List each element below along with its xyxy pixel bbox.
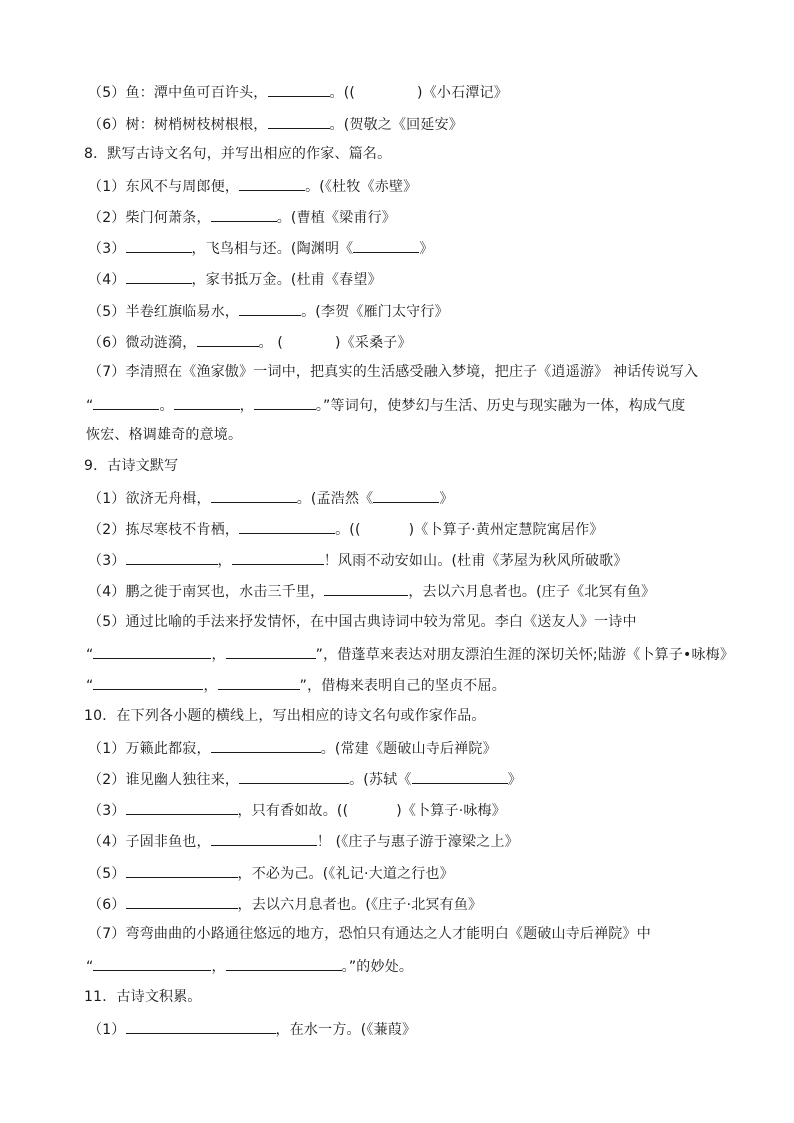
answer-blank[interactable]	[353, 237, 419, 253]
question-line: （2）谁见幽人独往来， 。(苏轼《 》	[88, 768, 522, 790]
question-line: “ ， ”，借梅来表明自己的坚贞不屈。	[86, 674, 506, 696]
answer-blank[interactable]	[226, 955, 342, 971]
answer-blank[interactable]	[232, 549, 324, 565]
answer-blank[interactable]	[268, 81, 330, 97]
answer-blank[interactable]	[254, 394, 316, 410]
answer-blank[interactable]	[211, 206, 277, 222]
answer-blank[interactable]	[126, 893, 238, 909]
question-line: （5）鱼：潭中鱼可百许头， 。(( )《小石潭记》	[88, 81, 508, 103]
question-line: （2）拣尽寒枝不肯栖， 。(( )《卜算子·黄州定慧院寓居作》	[88, 518, 604, 540]
section-heading: 11．古诗文积累。	[84, 989, 202, 1005]
answer-blank[interactable]	[211, 737, 321, 753]
question-line: （7）弯弯曲曲的小路通往悠远的地方，恐怕只有通达之人才能明白《题破山寺后禅院》中	[88, 926, 651, 942]
answer-blank[interactable]	[268, 113, 330, 129]
answer-blank[interactable]	[126, 268, 192, 284]
question-line: （6）树：树梢树枝树根根， 。(贺敬之《回延安》	[88, 113, 463, 135]
answer-blank[interactable]	[239, 175, 305, 191]
question-line: （5）半卷红旗临易水， 。(李贺《雁门太守行》	[88, 300, 449, 322]
answer-blank[interactable]	[211, 487, 297, 503]
question-line: （1）东风不与周郎便， 。(《杜牧《赤壁》	[88, 175, 417, 197]
question-line: （3） ，飞鸟相与还。(陶渊明《 》	[88, 237, 434, 259]
question-line: （5） ，不必为己。(《礼记·大道之行也》	[88, 862, 454, 884]
question-line: 恢宏、格调雄奇的意境。	[86, 427, 243, 443]
answer-blank[interactable]	[218, 674, 300, 690]
question-line: （3） ， ！风雨不动安如山。(杜甫《茅屋为秋风所破歌》	[88, 549, 628, 571]
question-line: （1） ，在水一方。(《蒹葭》	[88, 1018, 416, 1040]
answer-blank[interactable]	[126, 237, 192, 253]
question-line: （1）万籁此都寂， 。(常建《题破山寺后禅院》	[88, 737, 497, 759]
answer-blank[interactable]	[93, 674, 203, 690]
section-heading: 8．默写古诗文名句，并写出相应的作家、篇名。	[84, 146, 392, 162]
answer-blank[interactable]	[126, 862, 238, 878]
answer-blank[interactable]	[373, 487, 439, 503]
answer-blank[interactable]	[126, 1018, 276, 1034]
question-line: “ 。 ， 。”等词句，使梦幻与生活、历史与现实融为一体，构成气度	[86, 394, 686, 416]
question-line: （7）李清照在《渔家傲》一词中，把真实的生活感受融入梦境，把庄子《逍遥游》 神话传说写入	[88, 364, 699, 380]
question-line: “ ， 。”的妙处。	[86, 955, 413, 977]
answer-blank[interactable]	[93, 394, 159, 410]
section-heading: 10．在下列各小题的横线上，写出相应的诗文名句或作家作品。	[84, 708, 486, 724]
answer-blank[interactable]	[174, 394, 240, 410]
question-line: （3） ，只有香如故。(( )《卜算子·咏梅》	[88, 799, 506, 821]
answer-blank[interactable]	[93, 643, 211, 659]
question-line: （4） ，家书抵万金。(杜甫《春望》	[88, 268, 382, 290]
question-line: （4）鹏之徙于南冥也，水击三千里， ，去以六月息者也。(庄子《北冥有鱼》	[88, 580, 655, 602]
question-line: （2）柴门何萧条， 。(曹植《梁甫行》	[88, 206, 396, 228]
answer-blank[interactable]	[239, 518, 335, 534]
question-line: （5）通过比喻的手法来抒发情怀，在中国古典诗词中较为常见。李白《送友人》一诗中	[88, 614, 637, 630]
answer-blank[interactable]	[412, 768, 508, 784]
question-line: （6）微动涟漪， 。 ( )《采桑子》	[88, 331, 412, 353]
answer-blank[interactable]	[211, 830, 317, 846]
question-line: （1）欲济无舟楫， 。(孟浩然《 》	[88, 487, 454, 509]
answer-blank[interactable]	[126, 799, 238, 815]
answer-blank[interactable]	[93, 955, 211, 971]
answer-blank[interactable]	[239, 768, 349, 784]
answer-blank[interactable]	[126, 549, 218, 565]
answer-blank[interactable]	[324, 580, 408, 596]
section-heading: 9．古诗文默写	[84, 458, 179, 474]
answer-blank[interactable]	[197, 331, 259, 347]
question-line: “ ， ”，借蓬草来表达对朋友漂泊生涯的深切关怀;陆游《卜算子•咏梅》	[86, 643, 734, 665]
answer-blank[interactable]	[239, 300, 301, 316]
question-line: （6） ，去以六月息者也。(《庄子·北冥有鱼》	[88, 893, 482, 915]
question-line: （4）子固非鱼也， ！ (《庄子与惠子游于濠梁之上》	[88, 830, 519, 852]
answer-blank[interactable]	[226, 643, 316, 659]
